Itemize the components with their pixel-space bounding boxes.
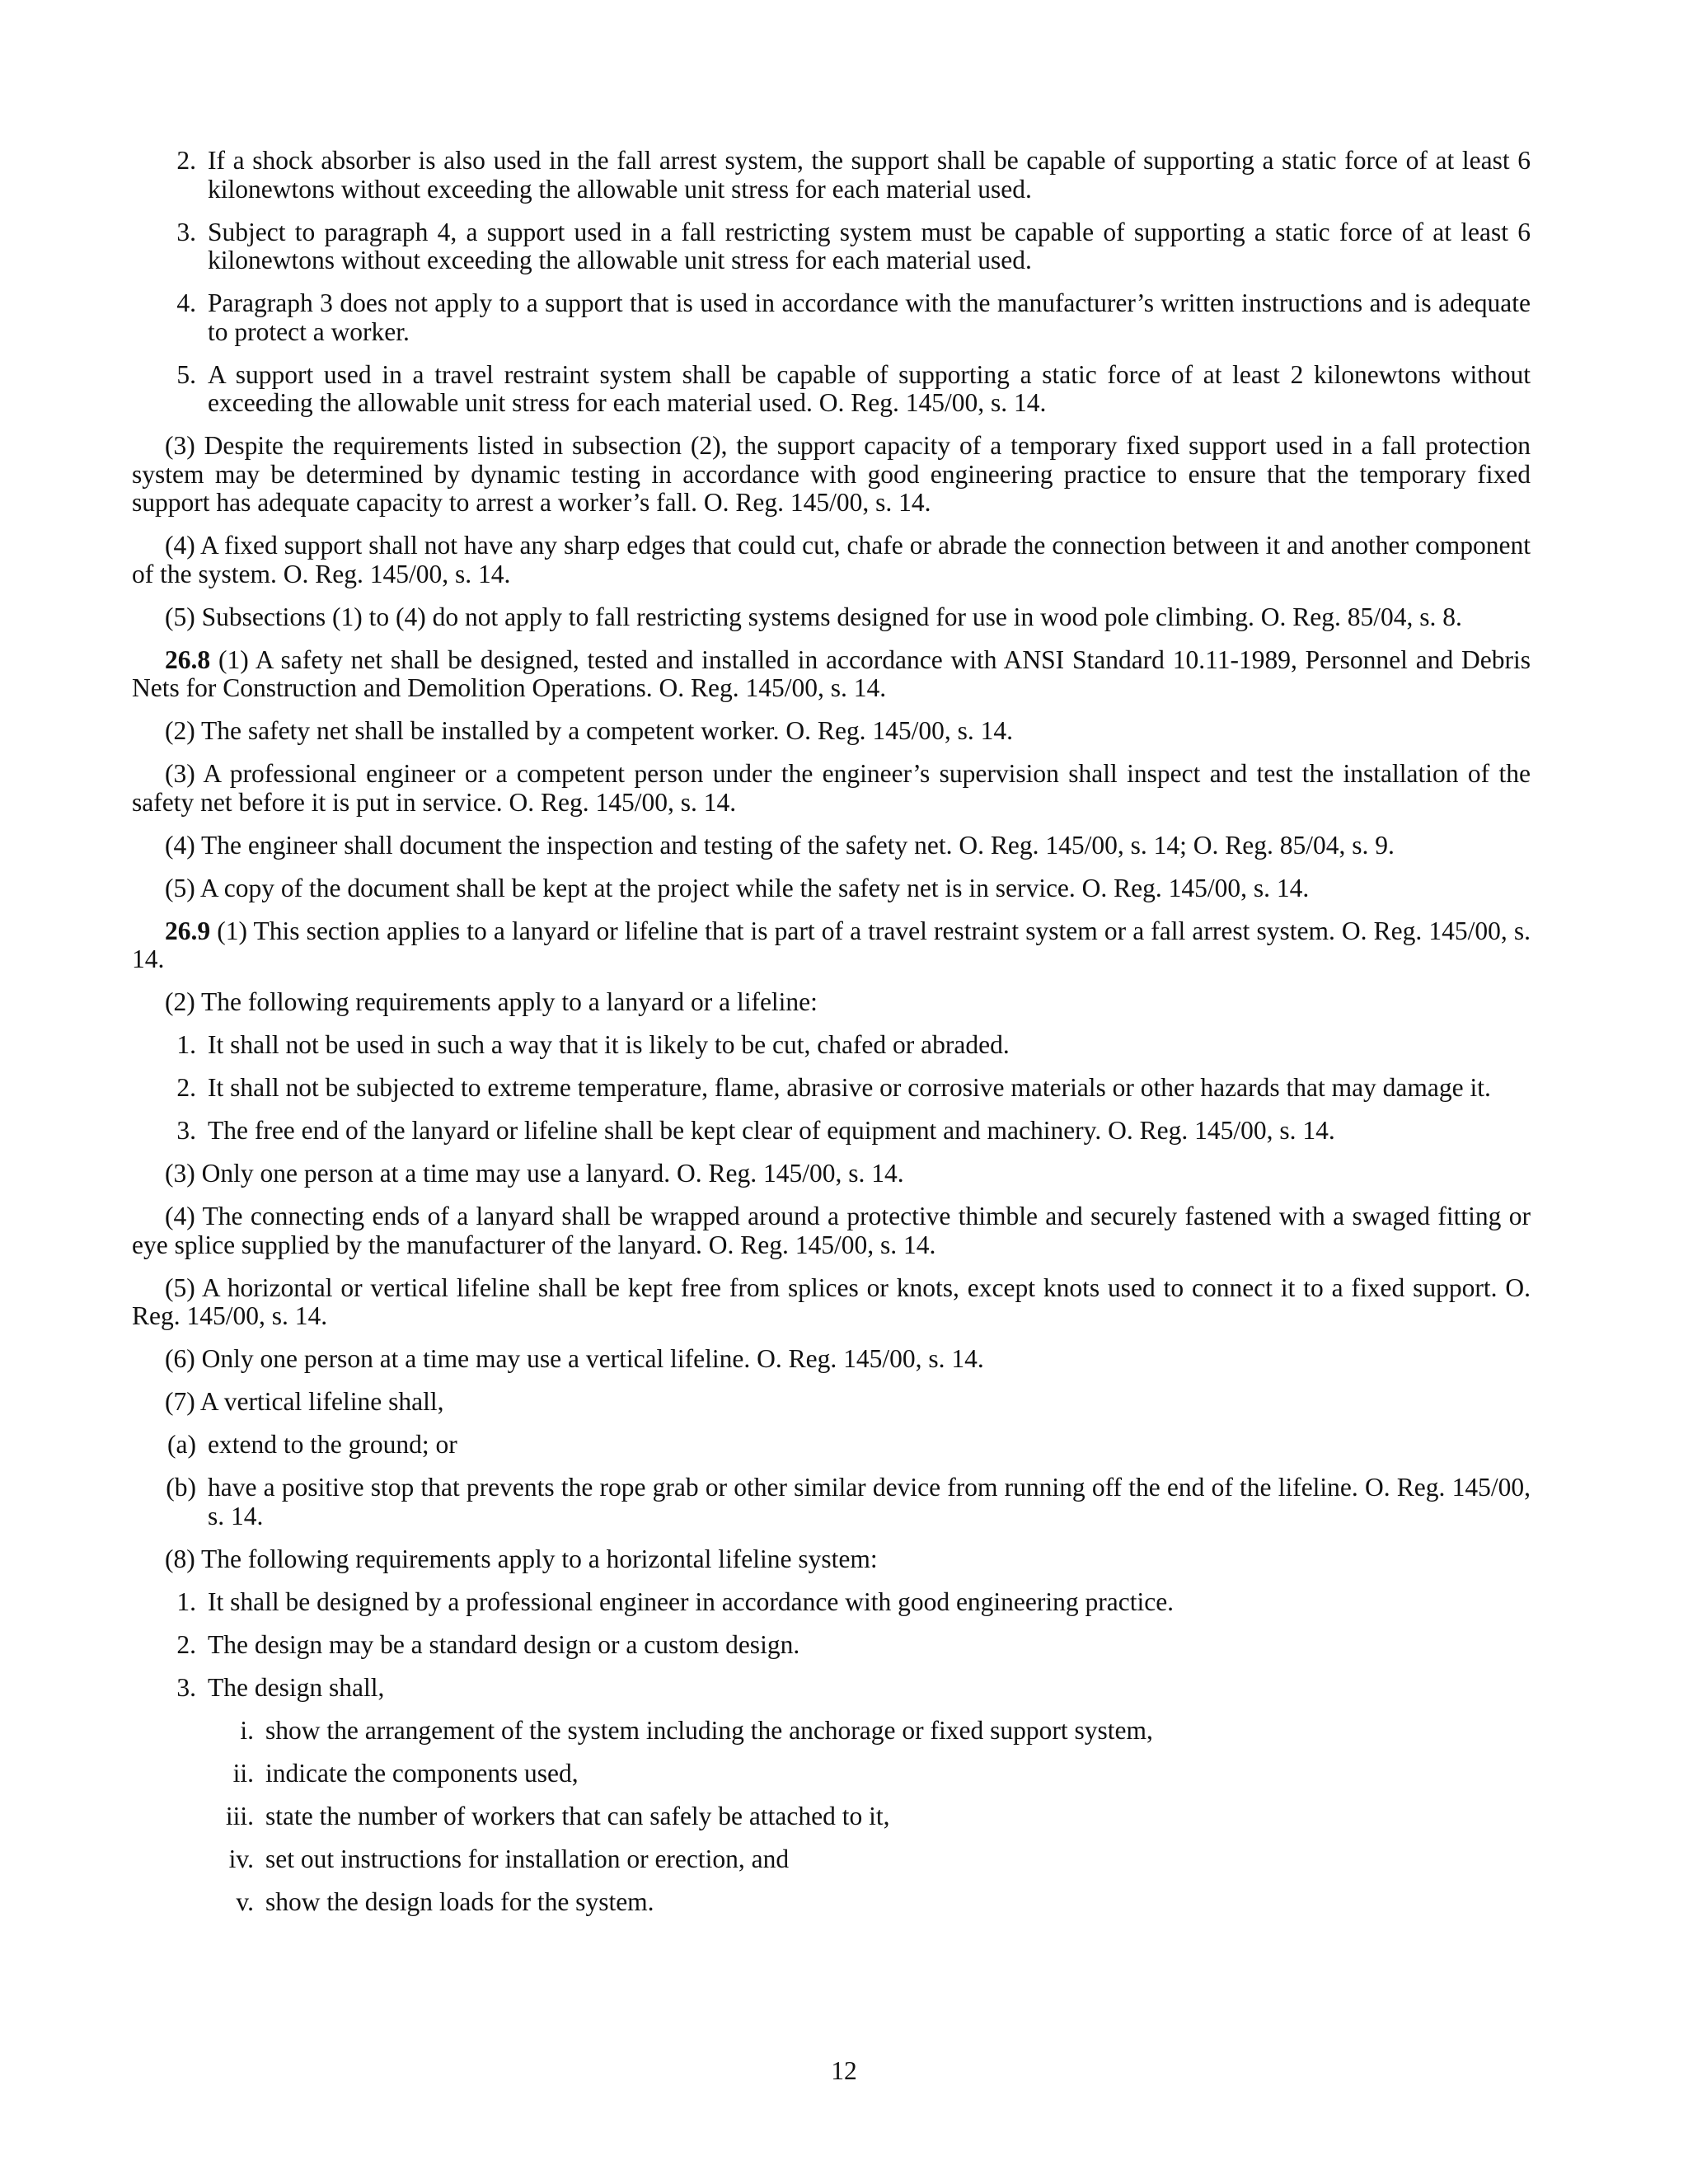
list-item <box>132 1588 1531 1617</box>
sub-list-item-text: state the number of workers that can safely be attached to it, <box>265 1801 890 1830</box>
list-item-text: It shall not be used in such a way that it is likely to be cut, chafed or abraded. <box>208 1030 1010 1059</box>
list-item-text: If a shock absorber is also used in the fall arrest system, the support shall be capable of supporting a static force of at least 6 kilonewtons without exceeding the allowable unit stress for each material used. <box>208 146 1531 204</box>
sub-list-item <box>132 1760 1531 1788</box>
list-item-text: extend to the ground; or <box>208 1430 457 1459</box>
list-item-text: The design shall, <box>208 1672 385 1702</box>
sub-list-item-number: iii. <box>225 1801 254 1830</box>
subsection-paragraph: (2) The safety net shall be installed by a competent worker. O. Reg. 145/00, s. 14. <box>165 716 1014 745</box>
list-item-text: have a positive stop that prevents the rope grab or other similar device from running off the end of the lifeline. O. Reg. 145/00, s. 14. <box>208 1473 1531 1530</box>
list-item <box>132 218 1531 275</box>
list-item-number: 2. <box>176 146 196 175</box>
subsection-paragraph: (4) The connecting ends of a lanyard shall be wrapped around a protective thimble and securely fastened with a swaged fitting or eye splice supplied by the manufacturer of the lanyard. O. Reg. 145/00, s. 14. <box>132 1202 1531 1259</box>
list-item <box>132 1674 1531 1703</box>
list-item-text: The design may be a standard design or a custom design. <box>208 1629 800 1659</box>
list-item-text: It shall be designed by a professional engineer in accordance with good engineering practice. <box>208 1586 1175 1616</box>
list-item <box>132 1474 1531 1530</box>
subsection-paragraph: (3) A professional engineer or a competent person under the engineer’s supervision shall inspect and test the installation of the safety net before it is put in service. O. Reg. 145/00, s. 14. <box>132 759 1531 817</box>
subsection-paragraph: (7) A vertical lifeline shall, <box>165 1387 444 1416</box>
section-number: 26.8 <box>165 644 211 674</box>
list-item-text: Paragraph 3 does not apply to a support that is used in accordance with the manufacturer’s written instructions and is adequate to protect a worker. <box>208 288 1531 346</box>
list-item-number: 1. <box>176 1586 196 1616</box>
list-item <box>132 1631 1531 1660</box>
sub-list-item <box>132 1717 1531 1746</box>
list-item <box>132 1431 1531 1460</box>
list-item-number: (b) <box>166 1473 196 1502</box>
list-item-text: Subject to paragraph 4, a support used in a fall restricting system must be capable of supporting a static force of at least 6 kilonewtons without exceeding the allowable unit stress for each material used. <box>208 217 1531 274</box>
subsection-paragraph: (2) The following requirements apply to a lanyard or a lifeline: <box>165 987 818 1016</box>
document-page <box>132 147 1531 1931</box>
list-item-number: 2. <box>176 1629 196 1659</box>
sub-list-item-text: indicate the components used, <box>265 1758 579 1788</box>
list-item-number: 3. <box>176 217 196 246</box>
list-item-number: 2. <box>176 1073 196 1102</box>
list-item <box>132 1117 1531 1146</box>
section-paragraph <box>132 917 1531 974</box>
sub-list-item <box>132 1845 1531 1874</box>
subsection-paragraph: (3) Despite the requirements listed in subsection (2), the support capacity of a temporary fixed support used in a fall protection system may be determined by dynamic testing in accordance with good engineering practice to ensure that the temporary fixed support has adequate capacity to arrest a worker’s fall. O. Reg. 145/00, s. 14. <box>132 431 1531 517</box>
list-item-number: 3. <box>176 1672 196 1702</box>
list-item <box>132 361 1531 418</box>
list-item-text: The free end of the lanyard or lifeline shall be kept clear of equipment and machinery. O. Reg. 145/00, s. 14. <box>208 1116 1335 1145</box>
list-item-number: 3. <box>176 1116 196 1145</box>
list-item-text: It shall not be subjected to extreme temperature, flame, abrasive or corrosive materials or other hazards that may damage it. <box>208 1073 1491 1102</box>
section-text: (1) This section applies to a lanyard or lifeline that is part of a travel restraint system or a fall arrest system. O. Reg. 145/00, s. 14. <box>132 916 1531 973</box>
sub-list-item-number: i. <box>240 1715 254 1745</box>
sub-list-item <box>132 1888 1531 1917</box>
list-item <box>132 1031 1531 1060</box>
subsection-paragraph: (5) A horizontal or vertical lifeline shall be kept free from splices or knots, except knots used to connect it to a fixed support. O. Reg. 145/00, s. 14. <box>132 1272 1531 1330</box>
subsection-paragraph: (3) Only one person at a time may use a lanyard. O. Reg. 145/00, s. 14. <box>165 1159 904 1188</box>
subsection-paragraph: (6) Only one person at a time may use a vertical lifeline. O. Reg. 145/00, s. 14. <box>165 1344 984 1373</box>
list-item <box>132 289 1531 346</box>
section-number: 26.9 <box>165 916 211 945</box>
list-item-number: 4. <box>176 288 196 317</box>
subsection-paragraph: (5) Subsections (1) to (4) do not apply to fall restricting systems designed for use in wood pole climbing. O. Reg. 85/04, s. 8. <box>165 602 1462 631</box>
sub-list-item-number: v. <box>236 1886 254 1916</box>
list-item-number: 5. <box>176 359 196 389</box>
list-item <box>132 147 1531 204</box>
sub-list-item-number: ii. <box>232 1758 254 1788</box>
subsection-paragraph: (5) A copy of the document shall be kept at the project while the safety net is in service. O. Reg. 145/00, s. 14. <box>165 873 1310 902</box>
list-item-text: A support used in a travel restraint system shall be capable of supporting a static force of at least 2 kilonewtons without exceeding the allowable unit stress for each material used. O. Reg. 145/00, s. 14. <box>208 359 1531 417</box>
list-item-number: 1. <box>176 1030 196 1059</box>
subsection-paragraph: (4) A fixed support shall not have any sharp edges that could cut, chafe or abrade the connection between it and another component of the system. O. Reg. 145/00, s. 14. <box>132 531 1531 588</box>
section-paragraph <box>132 646 1531 703</box>
page-number: 12 <box>831 2056 857 2085</box>
sub-list-item-text: show the design loads for the system. <box>265 1886 654 1916</box>
sub-list-item-text: set out instructions for installation or erection, and <box>265 1844 790 1873</box>
subsection-paragraph: (4) The engineer shall document the inspection and testing of the safety net. O. Reg. 145/00, s. 14; O. Reg. 85/04, s. 9. <box>165 830 1395 860</box>
subsection-paragraph: (8) The following requirements apply to a horizontal lifeline system: <box>165 1544 878 1573</box>
sub-list-item-number: iv. <box>228 1844 254 1873</box>
section-text: (1) A safety net shall be designed, tested and installed in accordance with ANSI Standard 10.11-1989, Personnel and Debris Nets for Construction and Demolition Operations. O. Reg. 145/00, s. 14. <box>132 644 1531 702</box>
list-item-number: (a) <box>167 1430 196 1459</box>
list-item <box>132 1074 1531 1103</box>
sub-list-item <box>132 1802 1531 1831</box>
sub-list-item-text: show the arrangement of the system including the anchorage or fixed support system, <box>265 1715 1153 1745</box>
